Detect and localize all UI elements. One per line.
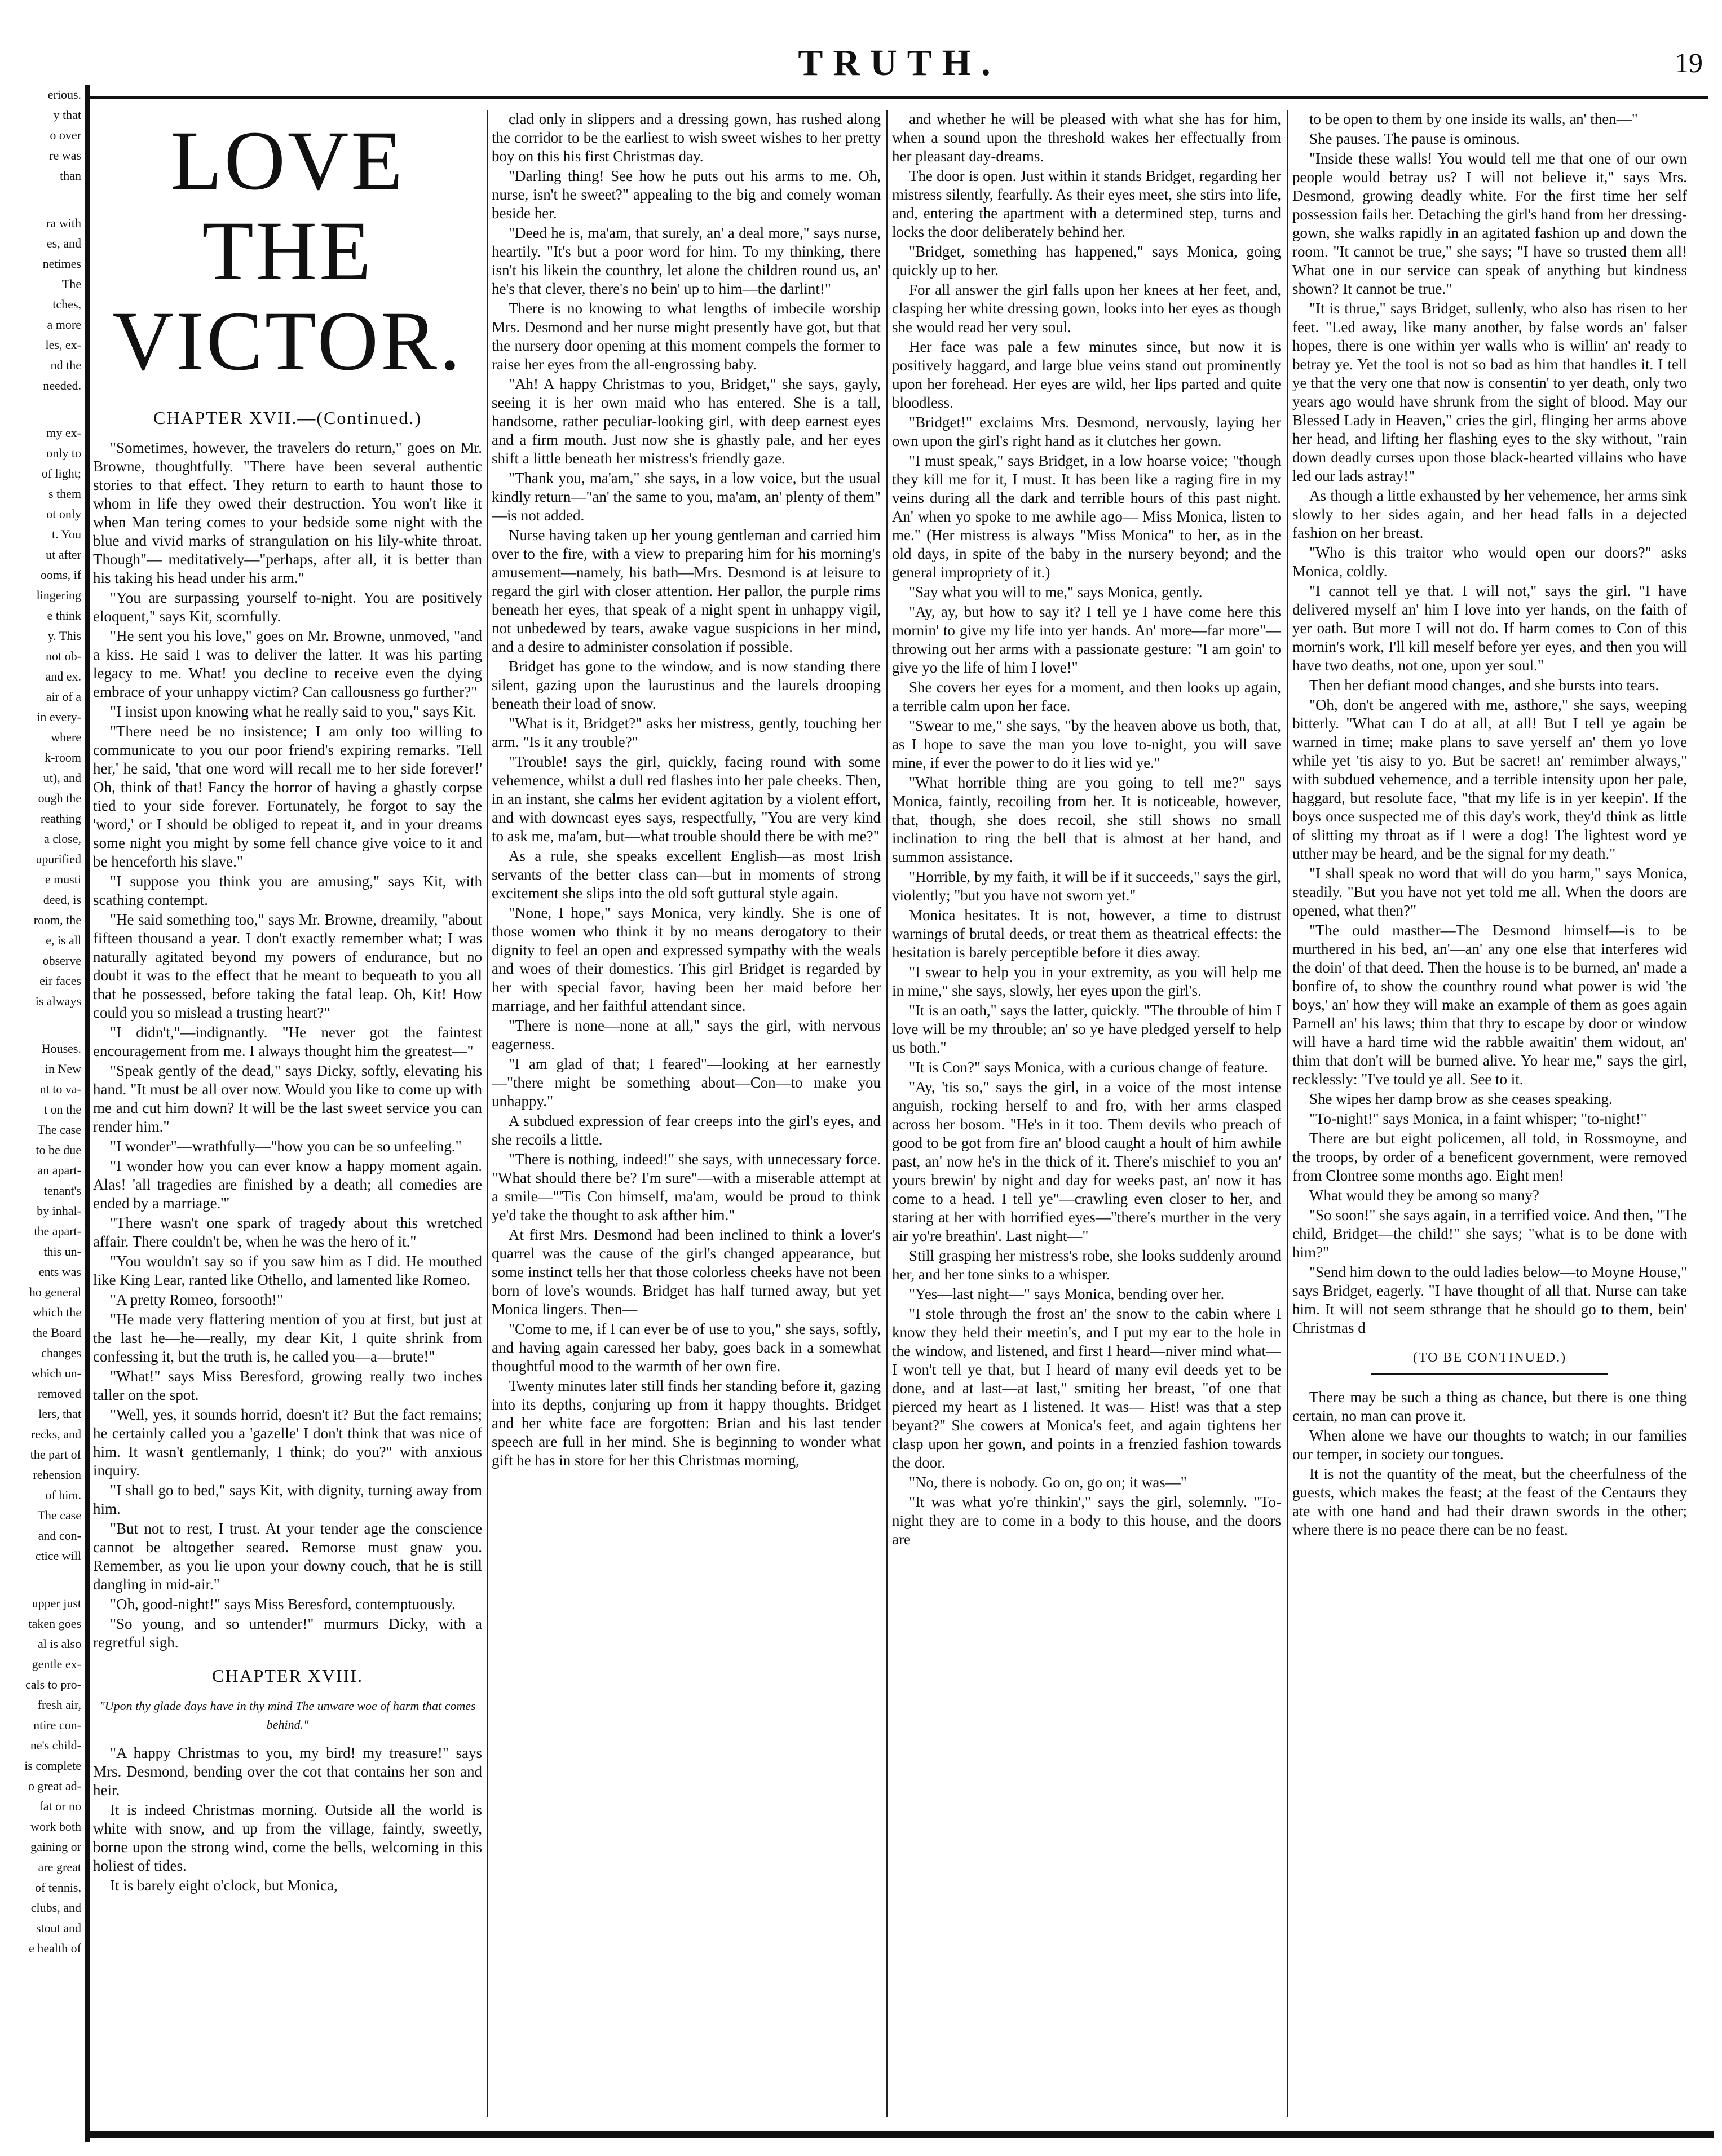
fragment-line: o over — [50, 128, 81, 142]
fragment-line: fresh air, — [37, 1698, 81, 1712]
paragraph: "The ould masther—The Desmond himself—is to be murthered in his bed, an'—an' any one else that interferes wid the doin' of that deed. Then the house is to be burned, an' made a bonfire of, to show the counthry round what power is wid 'the boys,' an' how they will make an example of them as goes again Parnell an' his laws; thim that thry to escape by door or window will have a hard time wid the rabble awaitin' them widout, an' thim that don't will be burned alive. Yo hear me," says the girl, recklessly: "I've tould ye all. See to it. — [1292, 922, 1687, 1088]
fragment-line: and con- — [38, 1528, 81, 1543]
fragment-line: deed, is — [43, 893, 81, 907]
masthead — [90, 34, 1708, 99]
paragraph: "I stole through the frost an' the snow to the cabin where I know they held their meetin's, and I put my ear to the hole in the window, and listened, and first I heard—niver mind what—I won't tell ye that, but I heard of many evil deeds yet to be done, and at last—at last," smiting her breast, "of one that pierced my heart as I listened. It was— Hist! was that a step beyant?" She cowers at Monica's feet, and again tightens her clasp upon her gown, and points in a frenzied fashion towards the door. — [892, 1305, 1281, 1471]
fragment-line: which un- — [31, 1366, 81, 1380]
fragment-line: e health of — [29, 1941, 81, 1955]
paragraph: "I wonder"—wrathfully—"how you can be so unfeeling." — [110, 1138, 462, 1155]
paragraph: She covers her eyes for a moment, and then looks up again, a terrible calm upon her face. — [892, 679, 1281, 714]
fragment-line: to be due — [36, 1143, 81, 1157]
paragraph: She pauses. The pause is ominous. — [1309, 130, 1520, 147]
fragment-line: which the — [32, 1305, 81, 1319]
paragraph: "So soon!" she says again, in a terrified voice. And then, "The child, Bridget—the child!" she says; "what is to be done with him?" — [1292, 1207, 1687, 1261]
column-4-body — [1292, 110, 1687, 1337]
paragraph: "Speak gently of the dead," says Dicky, softly, elevating his hand. "It must be all over now. Would you like to come up with me and cut him down? It will be the last sweet service you can render him." — [93, 1062, 482, 1135]
fragment-line: ut after — [46, 547, 81, 562]
fragment-line: Houses. — [41, 1041, 81, 1055]
paragraph: "Yes—last night—" says Monica, bending over her. — [909, 1285, 1225, 1302]
fragment-line: of tennis, — [35, 1880, 81, 1894]
paragraph: It is indeed Christmas morning. Outside all the world is white with snow, and up from the village, faintly, sweetly, borne upon the strong wind, come the bells, welcoming in this holiest of tides. — [93, 1801, 482, 1874]
fragment-line: the part of — [30, 1447, 81, 1461]
column-divider — [1287, 110, 1288, 2117]
paragraph: For all answer the girl falls upon her knees at her feet, and, clasping her white dressing gown, looks into her eyes as though she would read her very soul. — [892, 281, 1281, 335]
fragment-line: the Board — [32, 1326, 81, 1340]
column-3 — [892, 110, 1281, 2117]
continued-label: (TO BE CONTINUED.) — [1412, 1350, 1567, 1365]
fragment-line: es, and — [46, 236, 81, 250]
fragment-line: needed. — [43, 378, 81, 392]
paragraph: "I shall speak no word that will do you harm," says Monica, steadily. "But you have not yet told me all. When the doors are opened, what then?" — [1292, 865, 1687, 919]
fragment-line: s them — [48, 487, 81, 501]
fragment-line: lers, that — [38, 1407, 81, 1421]
paragraph: "Deed he is, ma'am, that surely, an' a deal more," says nurse, heartily. "It's but a poor word for him. To my thinking, there isn't his likein the counthry, let alone the children round us, an' he's that clever, there's no bein' up to him—the darlint!" — [492, 224, 881, 297]
column-4 — [1292, 110, 1687, 2117]
paragraph: "It is Con?" says Monica, with a curious change of feature. — [909, 1059, 1268, 1076]
fragment-line: The case — [37, 1123, 81, 1137]
paragraph: "What horrible thing are you going to tell me?" says Monica, faintly, recoiling from her. It is noticeable, however, that, though, she does recoil, she still shows no small inclination to ring the bell that is almost at her hand, and summon assistance. — [892, 774, 1281, 865]
paragraph: "I shall go to bed," says Kit, with dignity, turning away from him. — [93, 1482, 482, 1517]
fragment-line: an apart- — [37, 1163, 81, 1177]
paragraph: "Send him down to the ould ladies below—to Moyne House," says Bridget, eagerly. "I have thought of all that. Nurse can take him. It will not seem sthrange that he should go to them, bein' Christmas d — [1292, 1263, 1687, 1336]
fragment-line: gentle ex- — [32, 1657, 81, 1671]
chapter-heading: CHAPTER XVIII. — [212, 1665, 363, 1686]
paragraph: There may be such a thing as chance, but there is one thing certain, no man can prove it. — [1292, 1389, 1687, 1424]
fragment-line: nt to va- — [39, 1082, 81, 1096]
fragment-line: air of a — [46, 690, 81, 704]
fragment-line: ents was — [38, 1265, 81, 1279]
paragraph: A subdued expression of fear creeps into the girl's eyes, and she recoils a little. — [492, 1112, 881, 1148]
paragraph: There is no knowing to what lengths of imbecile worship Mrs. Desmond and her nurse might presently have got, but that the nursery door opening at this moment compels the former to raise her eyes from the all-engrossing baby. — [492, 300, 881, 373]
fragment-line: this un- — [43, 1244, 81, 1258]
fragment-line: ntire con- — [33, 1718, 81, 1732]
paragraph: "Inside these walls! You would tell me that one of our own people would betray us? I will not believe it," says Mrs. Desmond, growing deadly white. For the first time her self possession fails her. Detaching the girl's hand from her dressing-gown, she walks rapidly in an agitated fashion up and down the room. "It cannot be true," she says; "I have so trusted them all! What one in our service can speak of anything but kindness shown? It cannot be true." — [1292, 150, 1687, 297]
paragraph: "Thank you, ma'am," she says, in a low voice, but the usual kindly return—"an' the same to you, ma'am, an' plenty of them" —is not added. — [492, 470, 881, 524]
fragment-line: clubs, and — [30, 1901, 81, 1915]
fragment-line: re was — [49, 148, 81, 162]
paragraph: When alone we have our thoughts to watch; in our families our temper, in society our tongues. — [1292, 1427, 1687, 1463]
paragraph: Still grasping her mistress's robe, she looks suddenly around her, and her tone sinks to a whisper. — [892, 1247, 1281, 1283]
paragraph: and whether he will be pleased with what she has for him, when a sound upon the threshold wakes her effectually from her pleasant day-dreams. — [892, 111, 1281, 165]
fragment-line: the apart- — [34, 1224, 81, 1238]
paragraph: "You are surpassing yourself to-night. You are positively eloquent," says Kit, scornfully. — [93, 589, 482, 625]
paragraph: "It is thrue," says Bridget, sullenly, who also has risen to her feet. "Led away, like many another, by false words an' falser hopes, there is one within yer walls who is willin' an' ready to betray ye. Yet the tool is not so bad as him that handles it. I tell ye that the very one that now is consentin' to yer death, only two years ago would have shrunk from the sight of blood. May our Blessed Lady in Heaven," cries the girl, flinging her arms above her head, and lifting her flashing eyes to the sky without, "rain down deadly curses upon those black-hearted villains who have led our lads astray!" — [1292, 300, 1687, 484]
fragment-line: The case — [37, 1508, 81, 1522]
fragment-group — [0, 85, 85, 186]
paragraph: "I suppose you think you are amusing," says Kit, with scathing contempt. — [93, 873, 482, 908]
fragment-line: ooms, if — [40, 568, 81, 582]
fragment-line: by inhal- — [37, 1204, 81, 1218]
paragraph: "Ay, ay, but how to say it? I tell ye I have come here this mornin' to give my life into yer hands. An' more—far more"—throwing out her arms with a passionate gesture: "I am goin' to give yo the life of him I love!" — [892, 603, 1281, 676]
fragment-line: nd the — [50, 358, 81, 372]
fragment-line: is complete — [24, 1759, 81, 1773]
column-divider — [487, 110, 488, 2117]
paragraph: clad only in slippers and a dressing gown, has rushed along the corridor to be the earliest to wish sweet wishes to her pretty boy on this his first Christmas day. — [492, 111, 881, 165]
paragraph: "Ay, 'tis so," says the girl, in a voice of the most intense anguish, rocking herself to and fro, with her arms clasped across her bosom. "He's in it too. Them devils who preach of good to be got from fire an' blood caught a hoult of him awhile past, an' now he's in the thick of it. There's mischief to you an' yours brewin' by night and day for weeks past, an' now it has come to a head. I tell ye"—crawling even closer to her, and staring at her with horrified eyes—"there's murther in the very air yo're breathin'. Last night—" — [892, 1079, 1281, 1244]
fragment-line: only to — [46, 446, 81, 460]
fragment-line: in New — [45, 1062, 81, 1076]
separator-rule — [1371, 1373, 1608, 1375]
paragraph: "He sent you his love," goes on Mr. Browne, unmoved, "and a kiss. He said I was to deliver the latter. It was his parting legacy to me. What! you decline to receive even the dying embrace of your unhappy victim? Can callousness go further?" — [93, 628, 482, 700]
paragraph: It is barely eight o'clock, but Monica, — [110, 1877, 338, 1894]
fragment-line: cals to pro- — [25, 1677, 81, 1691]
fragment-line: e think — [47, 608, 81, 622]
paragraph: "You wouldn't say so if you saw him as I did. He mouthed like King Lear, ranted like Othello, and lamented like Romeo. — [93, 1253, 482, 1288]
fragment-line: ne's child- — [30, 1738, 81, 1752]
filler-paragraphs — [1292, 1388, 1687, 1539]
paragraph: "There wasn't one spark of tragedy about this wretched affair. There couldn't be, when he was the hero of it." — [93, 1214, 482, 1250]
paragraph: "Come to me, if I can ever be of use to you," she says, softly, and having again caressed her baby, goes back in a somewhat thoughtful mood to the warmth of her own fire. — [492, 1320, 881, 1375]
paragraph: "But not to rest, I trust. At your tender age the conscience cannot be altogether seared. Remorse must gnaw you. Remember, as you lie upon your downy couch, that he is still dangling in mid-air." — [93, 1520, 482, 1593]
paragraph: "Who is this traitor who would open our doors?" asks Monica, coldly. — [1292, 544, 1687, 580]
paragraph: "Trouble! says the girl, quickly, facing round with some vehemence, whilst a dull red flashes into her pale cheeks. Then, in an instant, she calms her evident agitation by a violent effort, and with downcast eyes says, respectfully, "You are very kind to ask me, ma'am, but—what trouble should there be with me?" — [492, 753, 881, 845]
fragment-line: stout and — [36, 1921, 81, 1935]
paragraph: "To-night!" says Monica, in a faint whisper; "to-night!" — [1309, 1110, 1647, 1127]
paragraph: "I insist upon knowing what he really said to you," says Kit. — [110, 703, 476, 720]
paragraph: Then her defiant mood changes, and she bursts into tears. — [1309, 677, 1659, 693]
paragraph: "There need be no insistence; I am only too willing to communicate to you our poor friend's expiring remarks. 'Tell her,' he said, 'that one word will recall me to her side forever!' Oh, think of that! Fancy the horror of having a ghastly corpse tied to your side forever. Fortunately, he forgot to say the 'word,' or I should be obliged to repeat it, and in your dreams some night you might by some fell chance give voice to it and be henceforth his slave." — [93, 723, 482, 870]
page-number: 19 — [1675, 47, 1703, 78]
paragraph: The door is open. Just within it stands Bridget, regarding her mistress silently, fearfully. As their eyes meet, she stirs into life, and, entering the apartment with a determined step, turns and locks the door deliberately behind her. — [892, 167, 1281, 240]
fragment-line: changes — [41, 1346, 81, 1360]
paragraph: "I didn't,"—indignantly. "He never got the faintest encouragement from me. I always thought him the greatest—" — [93, 1024, 482, 1059]
fragment-line: of light; — [41, 466, 81, 480]
fragment-line: ut), and — [43, 771, 81, 785]
paragraph: "Swear to me," she says, "by the heaven above us both, that, as I hope to save the man you love to-night, you will save mine, if ever the power to do it lies wid ye." — [892, 717, 1281, 771]
paragraph: "He said something too," says Mr. Browne, dreamily, "about fifteen thousand a year. I don't exactly remember what; I was naturally agitated beyond my powers of endurance, but no doubt it was to the effect that he meant to bequeath to you all that he possessed, before taking the fatal leap. Oh, Kit! How could you so mislead a trusting heart?" — [93, 911, 482, 1021]
fragment-group — [0, 1039, 85, 1566]
fragment-group — [0, 423, 85, 1011]
fragment-line: netimes — [42, 257, 81, 271]
column-2-body — [492, 110, 881, 1470]
fragment-line: les, ex- — [45, 338, 81, 352]
column-1-body — [93, 439, 482, 1652]
fragment-line: removed — [38, 1386, 81, 1400]
fragment-line: ra with — [46, 216, 81, 230]
paragraph: "Bridget!" exclaims Mrs. Desmond, nervously, laying her own upon the girl's right hand as it clutches her gown. — [892, 414, 1281, 449]
paragraph: "No, there is nobody. Go on, go on; it was—" — [909, 1474, 1187, 1491]
fragment-group — [0, 1593, 85, 1959]
paragraph: It is not the quantity of the meat, but the cheerfulness of the guests, which makes the feast; at the feast of the Centaurs they ate with one hand and had their drawn swords in the other; where there is no peace there can be no feast. — [1292, 1465, 1687, 1538]
paragraph: "None, I hope," says Monica, very kindly. She is one of those women who think it by no means derogatory to their dignity to feel an open and expressed sympathy with the weals and woes of their domestics. This girl Bridget is regarded by her with special favor, having been her maid before her marriage, and her faithful attendant since. — [492, 904, 881, 1014]
fragment-line: in every- — [37, 710, 81, 724]
paragraph: "Sometimes, however, the travelers do return," goes on Mr. Browne, thoughtfully. "There have been several authentic stories to that effect. They return to earth to haunt those to whom in life they owed their destruction. You won't like it when Man tering comes to your bedside some night with the blue and vivid marks of strangulation on his lily-white throat. Though"— meditatively—"perhaps, after all, it is better than his taking his head under his arm." — [93, 439, 482, 586]
chapter-heading: CHAPTER XVII.—(Continued.) — [153, 408, 422, 428]
paragraph: "A happy Christmas to you, my bird! my treasure!" says Mrs. Desmond, bending over the cot that contains her son and heir. — [93, 1744, 482, 1799]
fragment-line: t on the — [44, 1102, 81, 1116]
fragment-line: of him. — [45, 1488, 81, 1502]
paragraph: Twenty minutes later still finds her standing before it, gazing into its depths, conjuring up from it happy thoughts. Bridget and her white face are forgotten: Brian and his last tender speech are full in her mind. She is beginning to wonder what gift he has in store for her this Christmas morning, — [492, 1377, 881, 1469]
fragment-line: The — [61, 277, 81, 291]
fragment-line: observe — [42, 953, 81, 967]
fragment-line: y. This — [47, 629, 81, 643]
fragment-line: ough the — [38, 791, 81, 805]
paragraph: "What is it, Bridget?" asks her mistress, gently, touching her arm. "Is it any trouble?" — [492, 715, 881, 750]
column-3-body — [892, 110, 1281, 1549]
column-divider — [886, 110, 888, 2117]
fragment-line: work both — [30, 1819, 81, 1834]
paragraph: "It is an oath," says the latter, quickly. "The throuble of him I love will be my throuble; an' so ye have pledged yerself to help us both." — [892, 1002, 1281, 1056]
fragment-line: e musti — [45, 872, 81, 886]
fragment-line: upper just — [32, 1596, 81, 1610]
fragment-line: tches, — [52, 297, 81, 311]
paragraph: "Oh, don't be angered with me, asthore," she says, weeping bitterly. "What can I do at all, at all! But I tell ye again be warned in time; make plans to save yerself an' them yo love while yet 'tis aisy to yo. But be sacret! an' remimber always," with subdued vehemence, and a terrible intensity upon her pale, haggard, but resolute face, "that my life is in yer keepin'. If the boys once suspected me of this day's work, they'd think as little of slitting my throat as if I were a dog! The lightest word ye utther may be heard, and be the signal for my death." — [1292, 696, 1687, 862]
paragraph: Her face was pale a few minutes since, but now it is positively haggard, and large blue veins stand out prominently upon her forehead. Her eyes are wild, her lips parted and quite bloodless. — [892, 338, 1281, 411]
paragraph: "Say what you will to me," says Monica, gently. — [909, 584, 1203, 600]
fragment-line: al is also — [38, 1637, 81, 1651]
fragment-line: room, the — [33, 913, 81, 927]
fragment-line: eir faces — [39, 974, 81, 988]
fragment-line: taken goes — [28, 1616, 81, 1631]
fragment-line: e, is all — [46, 933, 81, 947]
paragraph: Nurse having taken up her young gentleman and carried him over to the fire, with a view to preparing him for his morning's amusement—namely, his bath—Mrs. Desmond is at leisure to regard the girl with closer attention. Her pallor, the purple rims beneath her eyes, that speak of a night spent in unhappy vigil, not unbedewed by tears, awake vague suspicions in her mind, and a desire to administer consolation if possible. — [492, 527, 881, 655]
paragraph: "I cannot tell ye that. I will not," says the girl. "I have delivered myself an' him I love into yer hands, on the faith of yer oath. But more I will not do. If harm comes to Con of this mornin's work, I'll kill meself before yer eyes, and then you will have two deaths, not one, upon yer soul." — [1292, 582, 1687, 674]
fragment-line: not ob- — [46, 649, 81, 663]
fragment-line: than — [60, 169, 81, 183]
bottom-rule — [90, 2131, 1714, 2138]
paragraph: "Ah! A happy Christmas to you, Bridget," she says, gayly, seeing it is her own maid who has entered. She is a tall, handsome, rather peculiar-looking girl, with deep earnest eyes and a firm mouth. Just now she is ghastly pale, and her eyes shift a little beneath her mistress's friendly gaze. — [492, 375, 881, 467]
fragment-line: where — [51, 730, 81, 744]
paragraph: to be open to them by one inside its walls, an' then—" — [1309, 111, 1638, 127]
fragment-line: recks, and — [30, 1427, 81, 1441]
column-1-body-continued — [93, 1744, 482, 1895]
fragment-line: and ex. — [45, 669, 81, 683]
fragment-line: lingering — [36, 588, 81, 602]
paragraph: She wipes her damp brow as she ceases speaking. — [1309, 1090, 1613, 1107]
fragment-line: tenant's — [43, 1183, 81, 1198]
fragment-line: erious. — [47, 87, 81, 101]
paragraph: "I wonder how you can ever know a happy moment again. Alas! 'all tragedies are finished by a death; all comedies are ended by a marriage.'" — [93, 1157, 482, 1212]
paragraph: As a rule, she speaks excellent English—as most Irish servants of the better class can—but in moments of strong excitement she slips into the old soft guttural style again. — [492, 847, 881, 902]
paragraph: As though a little exhausted by her vehemence, her arms sink slowly to her sides again, and her head falls in a dejected fashion on her breast. — [1292, 487, 1687, 541]
fragment-line: rehension — [33, 1468, 81, 1482]
column-1 — [93, 110, 482, 2117]
fragment-line: fat or no — [39, 1799, 81, 1813]
paragraph: "So young, and so untender!" murmurs Dicky, with a regretful sigh. — [93, 1615, 482, 1651]
chapter-epigraph: "Upon thy glade days have in thy mind The unware woe of harm that comes behind." — [99, 1699, 476, 1731]
fragment-line: upurified — [36, 852, 81, 866]
fragment-line: a close, — [44, 832, 81, 846]
paragraph: "Darling thing! See how he puts out his arms to me. Oh, nurse, isn't he sweet?" appealing to the big and comely woman beside her. — [492, 167, 881, 222]
fragment-group — [0, 213, 85, 396]
fragment-line: k-room — [45, 750, 81, 765]
publication-title: TRUTH. — [798, 42, 1001, 83]
paragraph: "A pretty Romeo, forsooth!" — [110, 1291, 284, 1308]
paragraph: "I am glad of that; I feared"—looking at her earnestly—"there might be something about—Con—to make you unhappy." — [492, 1055, 881, 1110]
paragraph: "There is nothing, indeed!" she says, with unnecessary force. "What should there be? I'm sure"—with a miserable attempt at a smile—"'Tis Con himself, ma'am, would be proud to think ye'd take the thought to ask afther him." — [492, 1151, 881, 1223]
paragraph: "What!" says Miss Beresford, growing really two inches taller on the spot. — [93, 1368, 482, 1403]
fragment-line: is always — [35, 994, 81, 1008]
paragraph: What would they be among so many? — [1309, 1187, 1539, 1204]
paragraph: Bridget has gone to the window, and is now standing there silent, gazing upon the laurustinus and the laurels drooping beneath their load of snow. — [492, 658, 881, 712]
fragment-line: y that — [53, 108, 81, 122]
fragment-line: o great ad- — [28, 1779, 81, 1793]
paragraph: "Bridget, something has happened," says Monica, going quickly up to her. — [892, 243, 1281, 279]
fragment-line: ctice will — [35, 1549, 81, 1563]
adjacent-page-fragments — [0, 85, 90, 2142]
fragment-line: are great — [38, 1860, 81, 1874]
fragment-line: ot only — [46, 507, 81, 521]
paragraph: At first Mrs. Desmond had been inclined to think a lover's quarrel was the cause of the girl's changed appearance, but some instinct tells her that those colorless cheeks have not been born of love's wounds. Bridget has half turned away, but yet Monica lingers. Then— — [492, 1226, 881, 1318]
paragraph: "He made very flattering mention of you at first, but just at the last he—he—really, my dear Kit, I quite shrink from confessing it, but the truth is, he called you—a—brute!" — [93, 1311, 482, 1365]
paragraph: "Oh, good-night!" says Miss Beresford, contemptuously. — [110, 1596, 456, 1612]
paragraph: There are but eight policemen, all told, in Rossmoyne, and the troops, by order of a beneficent government, were removed from Clontree some months ago. Eight men! — [1292, 1130, 1687, 1184]
fragment-line: a more — [47, 317, 81, 332]
column-2 — [492, 110, 881, 2117]
paragraph: Monica hesitates. It is not, however, a time to distrust warnings of brutal deeds, or treat them as theatrical effects: the hesitation is barely perceptible before it dies away. — [892, 907, 1281, 961]
story-title: LOVE THE VICTOR. — [112, 114, 463, 388]
fragment-line: gaining or — [30, 1840, 81, 1854]
paragraph: "Well, yes, it sounds horrid, doesn't it? But the fact remains; he certainly called you a 'gazelle' I don't think that was nice of him. It wasn't gentlemanly, I think; do you?" with anxious inquiry. — [93, 1406, 482, 1479]
paragraph: "I must speak," says Bridget, in a low hoarse voice; "though they kill me for it, I must. It has been like a raging fire in my veins during all the dark and terrible hours of this past night. An' when yo spoke to me awhile ago— Miss Monica, listen to me." (Her mistress is always "Miss Monica" to her, as in the old days, in spite of the baby in the nursery beyond; and the general impropriety of it.) — [892, 452, 1281, 581]
paragraph: "Horrible, by my faith, it will be if it succeeds," says the girl, violently; "but you have not sworn yet." — [892, 868, 1281, 904]
paragraph: "There is none—none at all," says the girl, with nervous eagerness. — [492, 1017, 881, 1053]
fragment-line: my ex- — [46, 426, 81, 440]
paragraph: "I swear to help you in your extremity, as you will help me in mine," she says, slowly, her eyes upon the girl's. — [892, 964, 1281, 999]
fragment-line: t. You — [52, 527, 81, 541]
fragment-line: ho general — [29, 1285, 81, 1299]
fragment-line: reathing — [40, 811, 81, 825]
paragraph: "It was what yo're thinkin'," says the girl, solemnly. "To-night they are to come in a body to this house, and the doors are — [892, 1494, 1281, 1548]
